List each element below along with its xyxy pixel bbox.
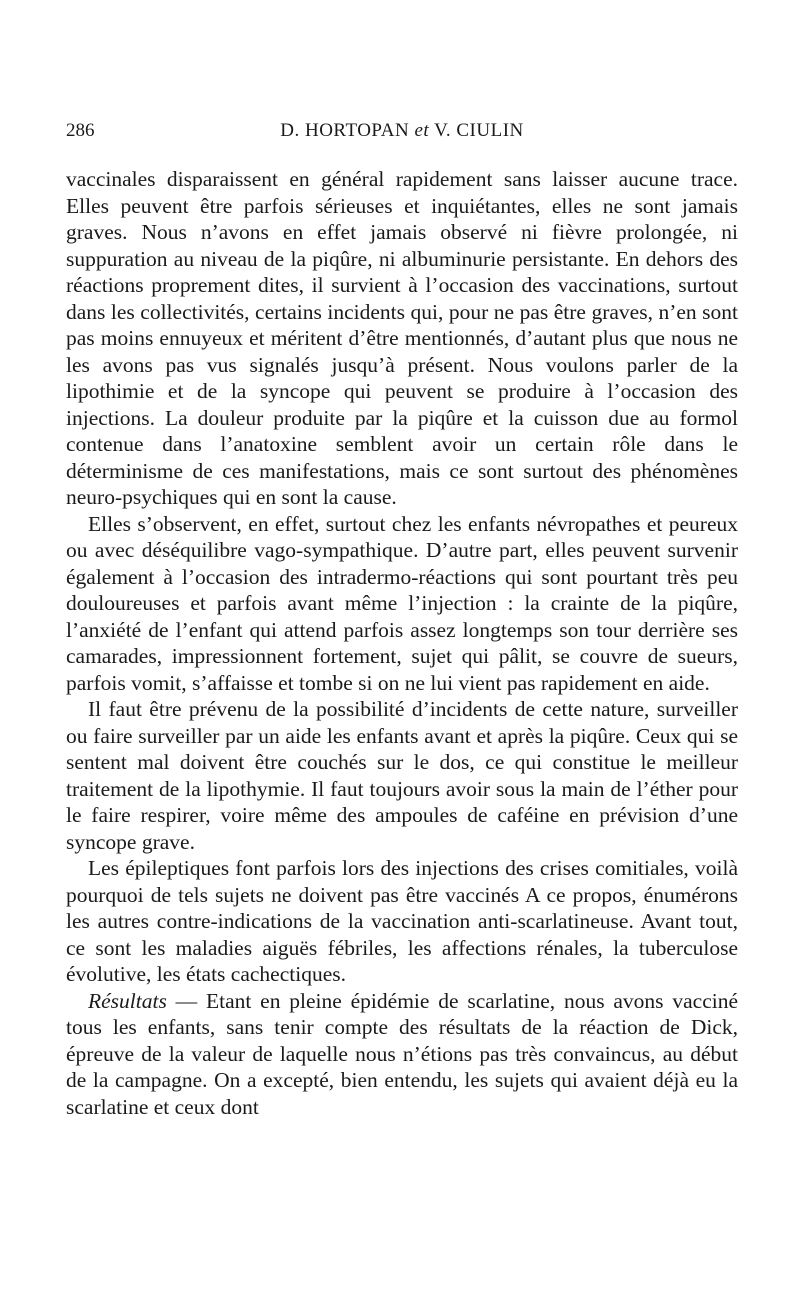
- author-2: V. CIULIN: [434, 120, 524, 141]
- running-header: [66, 120, 738, 146]
- paragraph: [66, 696, 738, 855]
- paragraph: [66, 988, 738, 1121]
- running-head-authors: [66, 120, 738, 142]
- author-1: D. HORTOPAN: [280, 120, 410, 141]
- paragraph: [66, 855, 738, 988]
- author-separator: et: [414, 120, 430, 141]
- paragraph-text: Les épileptiques font parfois lors des injections des crises comitiales, voilà pourquoi de tels sujets ne doivent pas être vaccinés A ce propos, énumérons les autres contre-indications de la vaccination anti-scarlatineuse. Avant tout, ce sont les maladies aiguës fébriles, les affections rénales, la tuberculose évolutive, les états cachectiques.: [66, 856, 738, 986]
- body-text: [66, 166, 738, 1120]
- paragraph-text: Elles s’observent, en effet, surtout chez les enfants névropathes et peureux ou avec déséquilibre vago-sympathique. D’autre part, elles peuvent survenir également à l’occasion des intradermo-réactions qui sont pourtant très peu douloureuses et parfois avant même l’injection : la crainte de la piqûre, l’anxiété de l’enfant qui attend parfois assez longtemps son tour derrière ses camarades, impressionnent fortement, sujet qui pâlit, se couvre de sueurs, parfois vomit, s’affaisse et tombe si on ne lui vient pas rapidement en aide.: [66, 511, 738, 695]
- section-heading-resultats: Résultats: [88, 988, 167, 1013]
- paragraph-text: — Etant en pleine épidémie de scarlatine, nous avons vacciné tous les enfants, sans tenir compte des résultats de la réaction de Dick, épreuve de la valeur de laquelle nous n’étions pas très convaincus, au début de la campagne. On a excepté, bien entendu, les sujets qui avaient déjà eu la scarlatine et ceux dont: [66, 988, 738, 1119]
- paragraph: [66, 511, 738, 697]
- paragraph-text: vaccinales disparaissent en général rapidement sans laisser aucune trace. Elles peuvent être parfois sérieuses et inquiétantes, elles ne sont jamais graves. Nous n’avons en effet jamais observé ni fièvre prolongée, ni suppuration au niveau de la piqûre, ni albuminurie persistante. En dehors des réactions proprement dites, il survient à l’occasion des vaccinations, surtout dans les collectivités, certains incidents qui, pour ne pas être graves, n’en sont pas moins ennuyeux et méritent d’être mentionnés, d’autant plus que nous ne les avons pas vus signalés jusqu’à présent. Nous voulons parler de la lipothimie et de la syncope qui peuvent se produire à l’occasion des injections. La douleur produite par la piqûre et la cuisson due au formol contenue dans l’anatoxine semblent avoir un certain rôle dans le déterminisme de ces manifestations, mais ce sont surtout des phénomènes neuro-psychiques qui en sont la cause.: [66, 167, 738, 509]
- page-number: 286: [66, 120, 95, 141]
- paragraph: [66, 166, 738, 511]
- paragraph-text: Il faut être prévenu de la possibilité d’incidents de cette nature, surveiller ou faire surveiller par un aide les enfants avant et après la piqûre. Ceux qui se sentent mal doivent être couchés sur le dos, ce qui constitue le meilleur traitement de la lipothymie. Il faut toujours avoir sous la main de l’éther pour le faire respirer, voire même des ampoules de caféine en prévision d’une syncope grave.: [66, 697, 738, 854]
